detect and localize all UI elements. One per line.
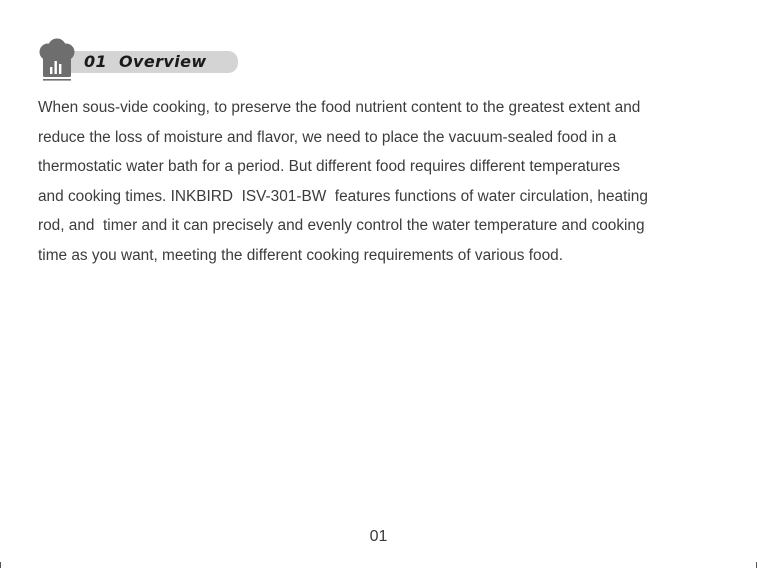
chef-hat-chart-icon xyxy=(38,38,76,82)
section-title: 01 Overview xyxy=(84,52,207,71)
paragraph-line: When sous-vide cooking, to preserve the food nutrient content to the greatest extent and xyxy=(38,99,641,116)
paragraph-line: reduce the loss of moisture and flavor, we need to place the vacuum-sealed food in a xyxy=(38,128,617,146)
paragraph-line: time as you want, meeting the different cooking requirements of various food. xyxy=(38,246,563,264)
section-header xyxy=(38,38,218,80)
page-number: 01 xyxy=(369,528,388,545)
paragraph-line: rod, and timer and it can precisely and evenly control the water temperature and cooking xyxy=(38,217,645,235)
overview-paragraph xyxy=(38,93,718,271)
paragraph-line: thermostatic water bath for a period. But different food requires different temperatures xyxy=(38,158,621,176)
paragraph-line: and cooking times. INKBIRD ISV-301-BW features functions of water circulation, heating xyxy=(38,187,648,205)
crop-mark xyxy=(0,562,1,568)
